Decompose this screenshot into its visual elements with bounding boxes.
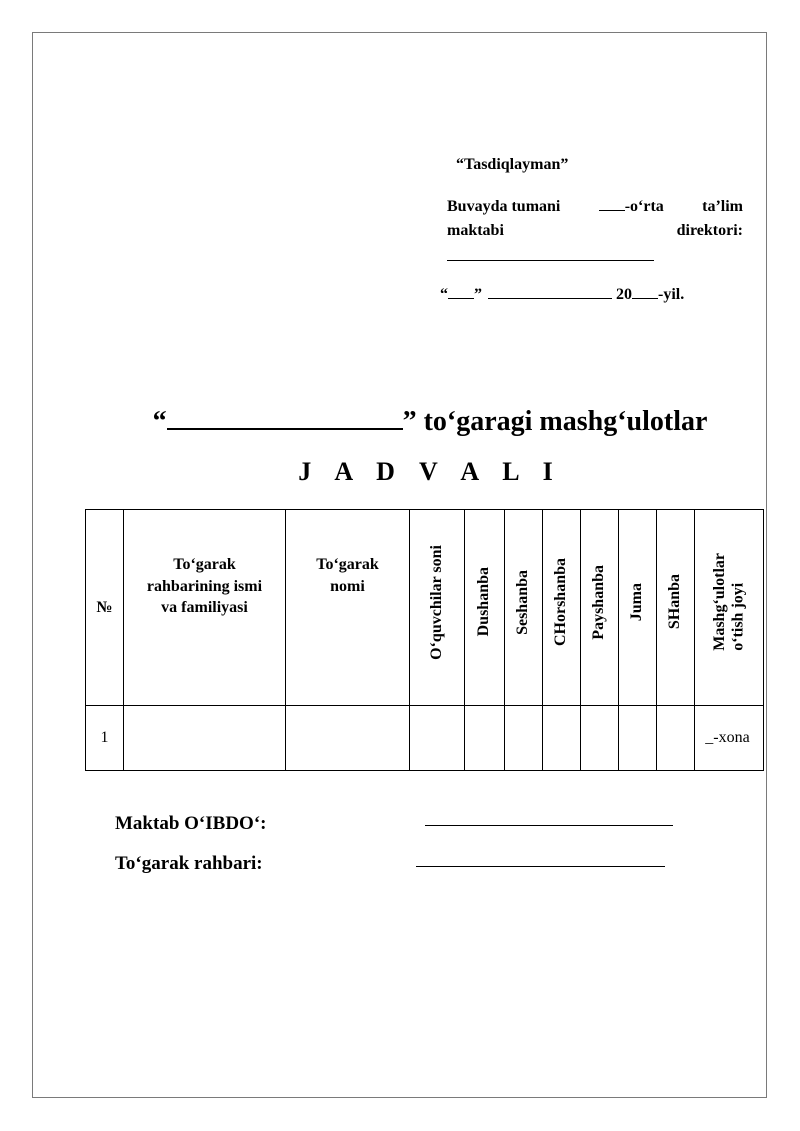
- club-leader-label: To‘garak rahbari:: [115, 853, 263, 874]
- cell-friday: [619, 706, 657, 771]
- cell-leader-name: [124, 706, 286, 771]
- title-open-quote: “: [152, 406, 167, 437]
- header-students: [410, 510, 465, 706]
- year-suffix: -yil.: [658, 286, 685, 303]
- cell-wednesday: [543, 706, 581, 771]
- header-friday-label: Juma: [628, 582, 646, 622]
- date-open-quote: “: [440, 286, 448, 303]
- date-close-quote: ”: [474, 286, 482, 303]
- approval-title: “Tasdiqlayman”: [456, 156, 569, 173]
- header-location-label: [711, 553, 748, 651]
- header-friday: [619, 510, 657, 706]
- header-thursday-label: Payshanba: [590, 564, 608, 640]
- header-thursday: [581, 510, 619, 706]
- header-club-name-line2: nomi: [330, 577, 365, 595]
- approval-date: [440, 284, 684, 304]
- header-monday-label: Dushanba: [475, 567, 493, 637]
- page-subtitle: J A D V A L I: [298, 457, 562, 486]
- header-location-line1: Mashg‘ulotlar: [710, 553, 728, 651]
- club-leader-signature-line: [416, 866, 665, 867]
- district-text: Buvayda tumani: [447, 198, 561, 215]
- cell-thursday: [581, 706, 619, 771]
- header-leader-name: [124, 510, 286, 706]
- header-tuesday-label: Seshanba: [514, 569, 532, 635]
- cell-tuesday: [505, 706, 543, 771]
- club-name-blank: [167, 402, 403, 430]
- header-number-label: №: [96, 598, 113, 616]
- header-tuesday: [505, 510, 543, 706]
- director-signature-line: [447, 260, 654, 261]
- header-saturday-label: SHanba: [666, 574, 684, 630]
- school-text: maktabi: [447, 222, 504, 239]
- header-leader-name-line3: va familiyasi: [161, 599, 248, 617]
- year-prefix: 20: [616, 286, 632, 303]
- table-header-row: [86, 510, 764, 706]
- header-saturday: [657, 510, 695, 706]
- header-leader-name-line1: To‘garak: [173, 556, 236, 573]
- school-number-field: [599, 196, 664, 216]
- cell-monday: [465, 706, 505, 771]
- cell-saturday: [657, 706, 695, 771]
- director-deputy-signature-line: [425, 825, 673, 826]
- director-deputy-label: Maktab O‘IBDO‘:: [115, 813, 267, 834]
- header-club-name: [286, 510, 410, 706]
- schedule-table: [85, 509, 764, 771]
- cell-number: 1: [86, 706, 124, 771]
- header-location-line2: o‘tish joyi: [729, 582, 746, 651]
- table-row: [86, 706, 764, 771]
- day-blank: [448, 284, 474, 299]
- header-wednesday: [543, 510, 581, 706]
- school-type-text: -o‘rta: [624, 198, 664, 215]
- month-blank: [488, 284, 612, 299]
- header-location: [695, 510, 764, 706]
- title-text: ” to‘garagi mashg‘ulotlar: [402, 406, 708, 437]
- approval-line-school: [447, 196, 743, 216]
- director-text: direktori:: [676, 222, 743, 239]
- cell-club-name: [286, 706, 410, 771]
- approval-line-director: [447, 222, 743, 240]
- header-monday: [465, 510, 505, 706]
- year-blank: [632, 284, 658, 299]
- education-text: ta’lim: [702, 198, 743, 215]
- school-number-blank: [599, 196, 625, 211]
- header-club-name-line1: To‘garak: [316, 556, 379, 573]
- header-wednesday-label: CHorshanba: [552, 557, 570, 647]
- cell-students: [410, 706, 465, 771]
- cell-location: _-xona: [695, 706, 764, 771]
- header-leader-name-line2: rahbarining ismi: [146, 577, 263, 595]
- header-students-label: O‘quvchilar soni: [427, 544, 445, 660]
- page-title: [0, 402, 800, 438]
- header-number: [86, 510, 124, 706]
